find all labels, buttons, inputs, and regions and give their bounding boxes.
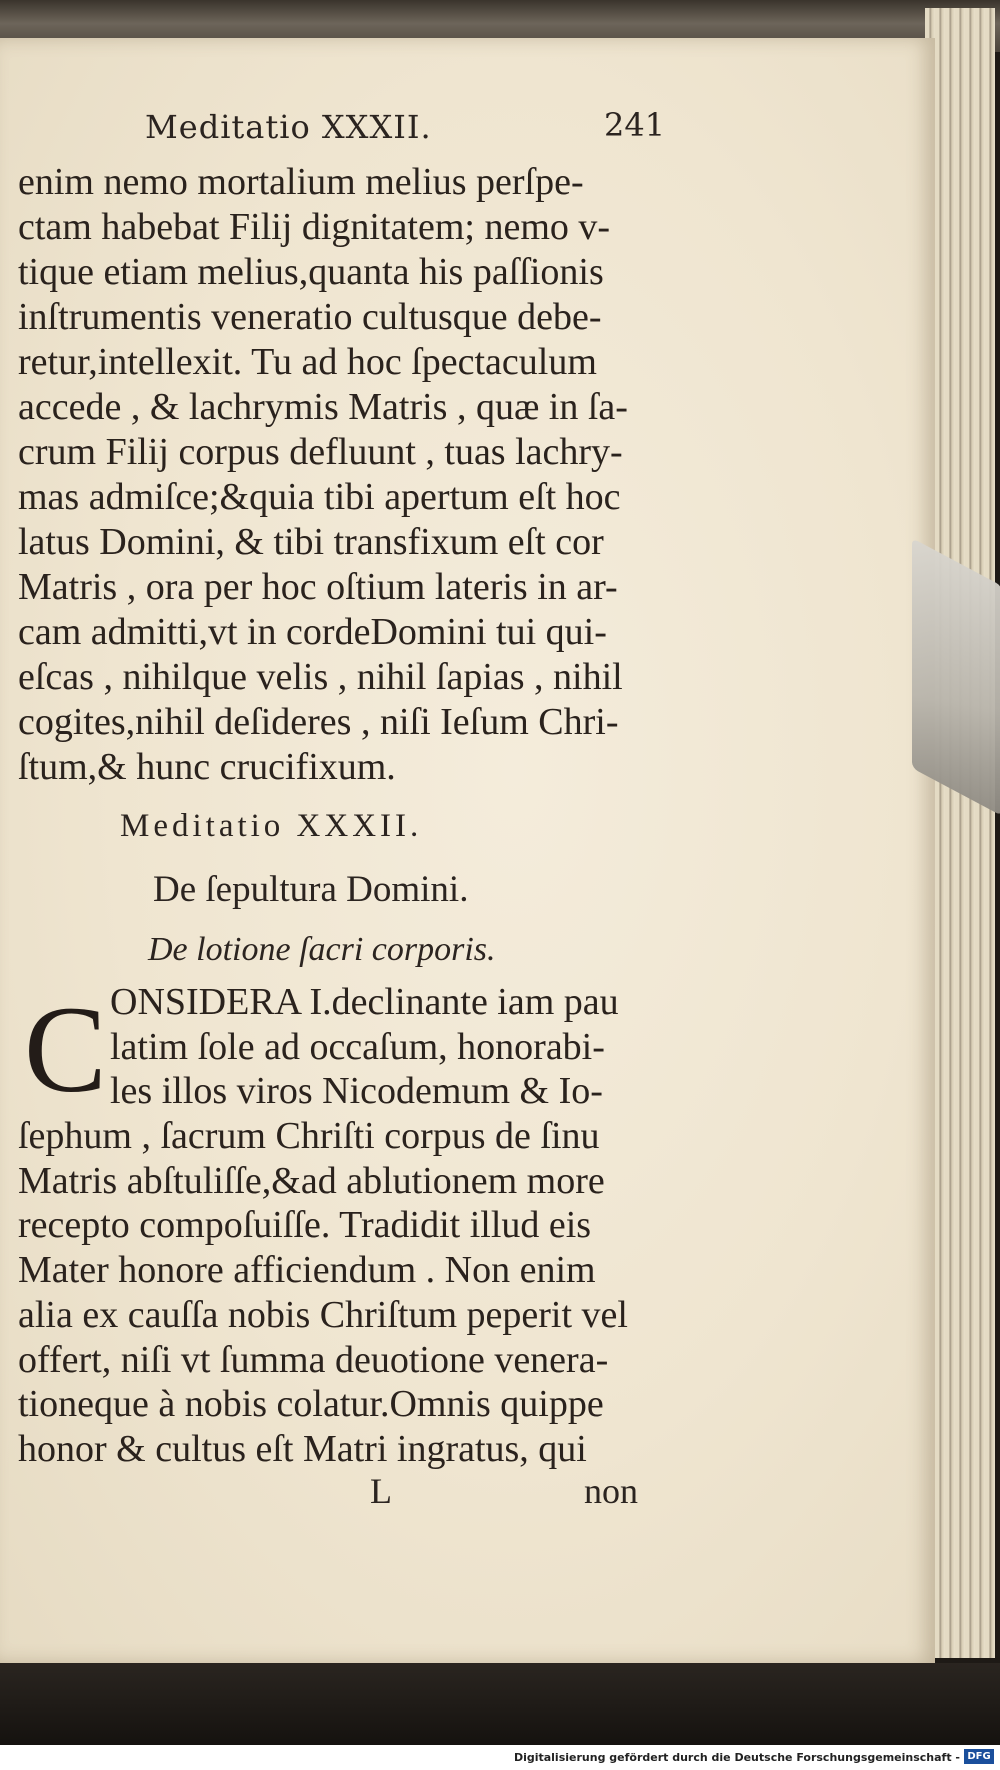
text-line: ſephum , ſacrum Chriſti corpus de ſinu (18, 1115, 600, 1158)
text-line: cam admitti,vt in cordeDomini tui qui- (18, 611, 607, 653)
text-line: retur,intellexit. Tu ad hoc ſpectaculum (18, 341, 597, 383)
text-line: eſcas , nihilque velis , nihil ſapias , nihil (18, 656, 623, 698)
drop-cap: C (24, 981, 107, 1118)
text-line: accede , & lachrymis Matris , quæ in ſa- (18, 386, 628, 428)
text-line: Mater honore afficiendum . Non enim (18, 1249, 596, 1292)
bookmark-strip (912, 538, 1000, 816)
text-line: ſtum,& hunc crucifixum. (18, 746, 396, 788)
text-line: ONSIDERA I.declinante iam pau (110, 981, 619, 1023)
signature-mark: L (370, 1471, 392, 1511)
bottom-shadow (0, 1663, 1000, 1745)
catchword: non (584, 1471, 638, 1511)
text-line: enim nemo mortalium melius perſpe- (18, 161, 584, 203)
footer-credit: Digitalisierung gefördert durch die Deutsche Forschungsgemeinschaft - (513, 1751, 960, 1764)
dfg-logo-icon: DFG (964, 1749, 994, 1764)
text-line: cogites,nihil deſideres , niſi Ieſum Chri- (18, 701, 619, 743)
paragraph-body (18, 980, 628, 1472)
section-subheading: De ſepultura Domini. (153, 869, 469, 910)
text-line: Matris abſtuliſſe,&ad ablutionem more (18, 1159, 605, 1202)
text-line: latus Domini, & tibi transfixum eſt cor (18, 521, 604, 563)
text-line: crum Filij corpus defluunt , tuas lachry- (18, 431, 623, 473)
text-line: alia ex cauſſa nobis Chriſtum peperit vel (18, 1293, 628, 1336)
text-line: les illos viros Nicodemum & Io- (110, 1070, 603, 1113)
text-line: inſtrumentis veneratio cultusque debe- (18, 296, 602, 338)
page-number: 241 (604, 106, 666, 144)
text-line: ctam habebat Filij dignitatem; nemo v- (18, 206, 611, 248)
text-line: honor & cultus eſt Matri ingratus, qui (18, 1427, 587, 1470)
text-line: Matris , ora per hoc oſtium lateris in ar- (18, 566, 618, 608)
running-head-title: Meditatio XXXII. (145, 108, 432, 146)
text-line: latim ſole ad occaſum, honorabi- (110, 1025, 605, 1068)
section-heading: Meditatio XXXII. (120, 808, 423, 844)
text-line: mas admiſce;&quia tibi apertum eſt hoc (18, 476, 621, 518)
section-subheading-italic: De lotione ſacri corporis. (148, 931, 496, 968)
text-line: tioneque à nobis colatur.Omnis quippe (18, 1383, 604, 1426)
text-line: tique etiam melius,quanta his paſſionis (18, 251, 604, 293)
body-continued (18, 160, 628, 790)
text-line: offert, niſi vt ſumma deuotione venera- (18, 1338, 609, 1381)
text-line: recepto compoſuiſſe. Tradidit illud eis (18, 1204, 592, 1247)
footer-bar (0, 1745, 1000, 1770)
page-stack-edge (925, 8, 995, 1658)
